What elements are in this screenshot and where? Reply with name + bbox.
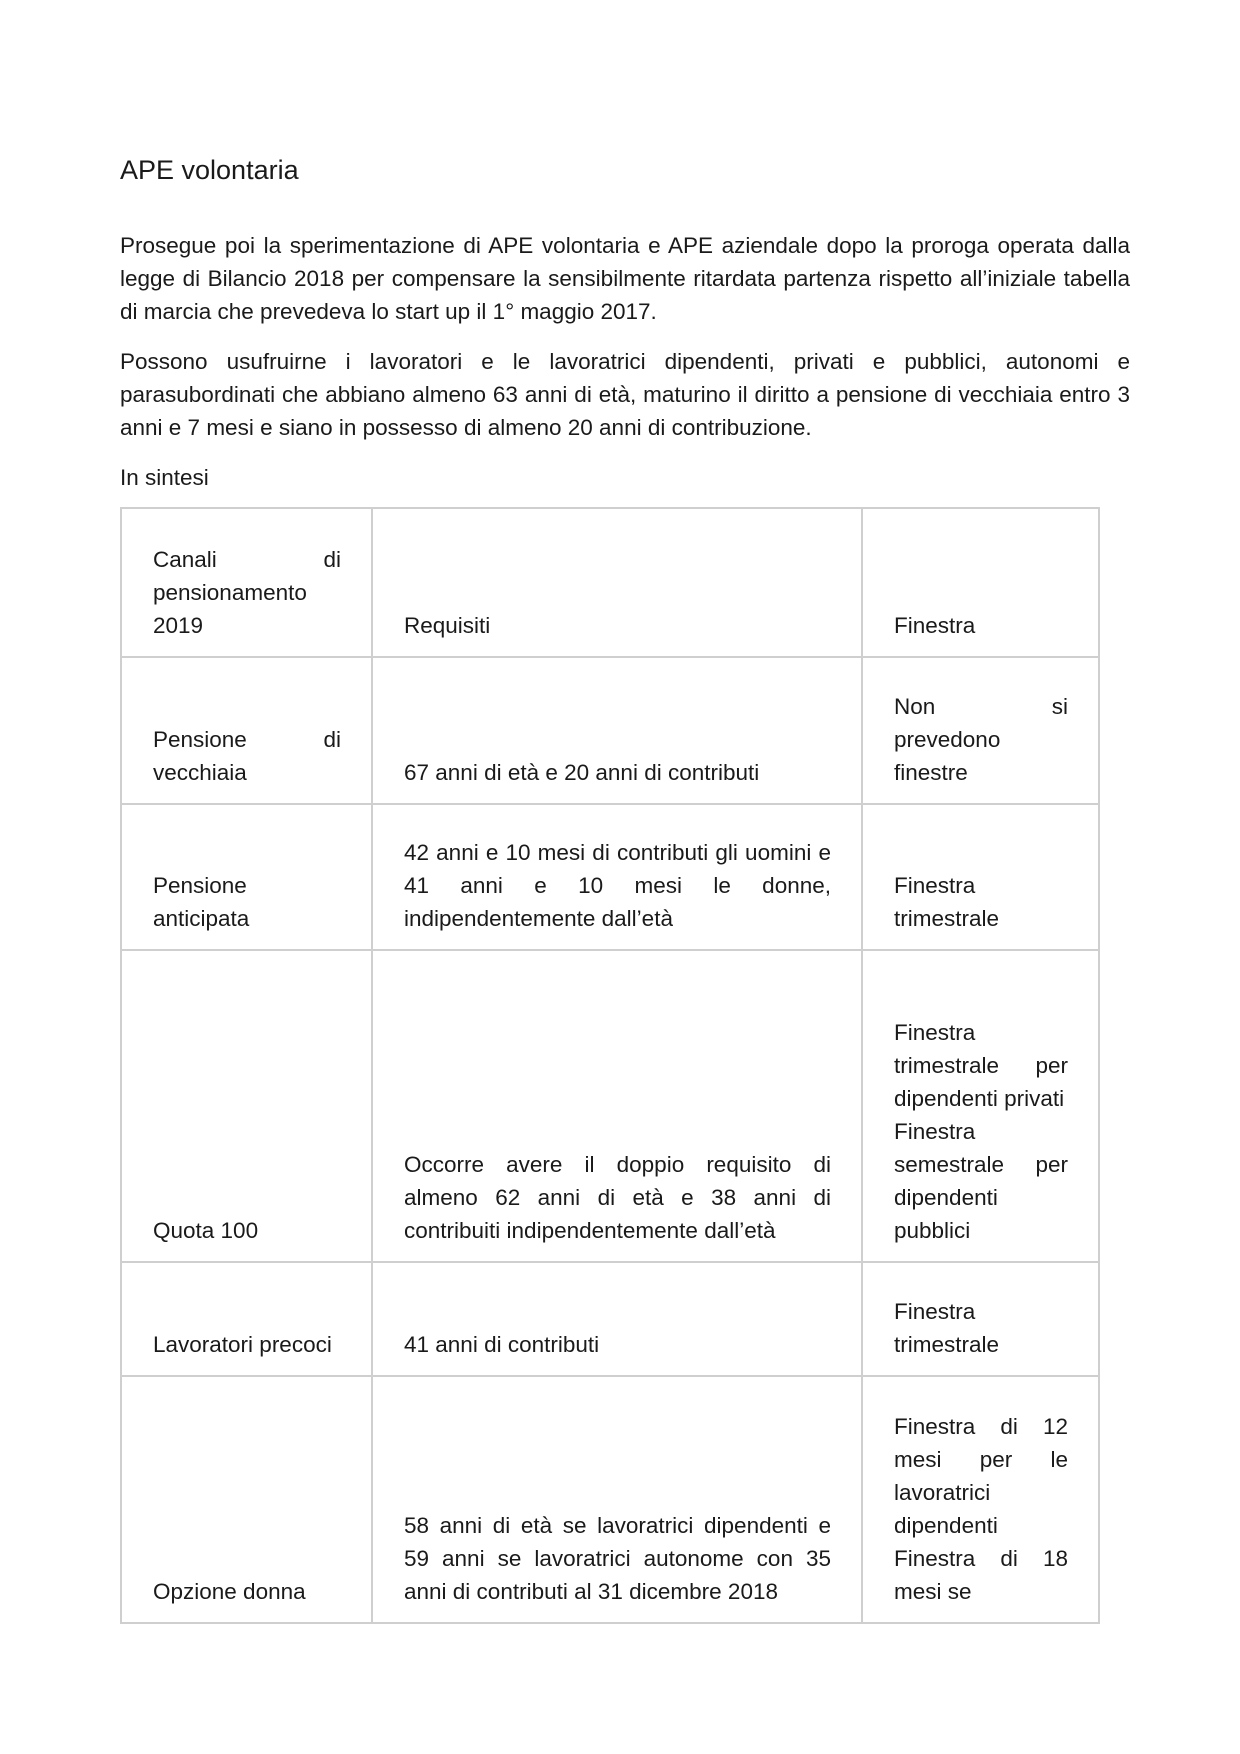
table-header-row [121,508,1099,657]
header-finestra: Finestra [862,508,1099,657]
cell-canale: Lavoratori precoci [121,1262,372,1376]
cell-finestra: Finestra trimestrale per dipendenti privati Finestra semestrale per dipendenti pubblici [862,950,1099,1262]
cell-requisiti: 58 anni di età se lavoratrici dipendenti e 59 anni se lavoratrici autonome con 35 anni di contributi al 31 dicembre 2018 [372,1376,862,1623]
header-canali: Canali di pensionamento 2019 [121,508,372,657]
cell-canale: Pensione di vecchiaia [121,657,372,804]
cell-finestra: Finestra di 12 mesi per le lavoratrici dipendenti Finestra di 18 mesi se [862,1376,1099,1623]
cell-requisiti: Occorre avere il doppio requisito di almeno 62 anni di età e 38 anni di contribuiti indipendentemente dall’età [372,950,862,1262]
table-row [121,1376,1099,1623]
cell-finestra: Finestra trimestrale [862,1262,1099,1376]
cell-requisiti: 42 anni e 10 mesi di contributi gli uomini e 41 anni e 10 mesi le donne, indipendentemente dall’età [372,804,862,950]
table-row [121,1262,1099,1376]
paragraph-summary-label: In sintesi [120,465,209,490]
cell-canale: Quota 100 [121,950,372,1262]
cell-requisiti: 41 anni di contributi [372,1262,862,1376]
table-row [121,950,1099,1262]
cell-finestra: Finestra trimestrale [862,804,1099,950]
cell-finestra: Non si prevedono finestre [862,657,1099,804]
paragraph-eligibility: Possono usufruirne i lavoratori e le lavoratrici dipendenti, privati e pubblici, autonomi e parasubordinati che abbiano almeno 63 anni di età, maturino il diritto a pensione di vecchiaia entro 3 anni e 7 mesi e siano in possesso di almeno 20 anni di contribuzione. [120,349,1130,440]
retirement-channels-table [120,507,1100,1624]
paragraph-intro: Prosegue poi la sperimentazione di APE volontaria e APE aziendale dopo la proroga operata dalla legge di Bilancio 2018 per compensare la sensibilmente ritardata partenza rispetto all’iniziale tabella di marcia che prevedeva lo start up il 1° maggio 2017. [120,233,1130,324]
page-title: APE volontaria [120,155,299,185]
header-requisiti: Requisiti [372,508,862,657]
cell-canale: Opzione donna [121,1376,372,1623]
cell-requisiti: 67 anni di età e 20 anni di contributi [372,657,862,804]
cell-canale: Pensione anticipata [121,804,372,950]
table-row [121,657,1099,804]
table-row [121,804,1099,950]
